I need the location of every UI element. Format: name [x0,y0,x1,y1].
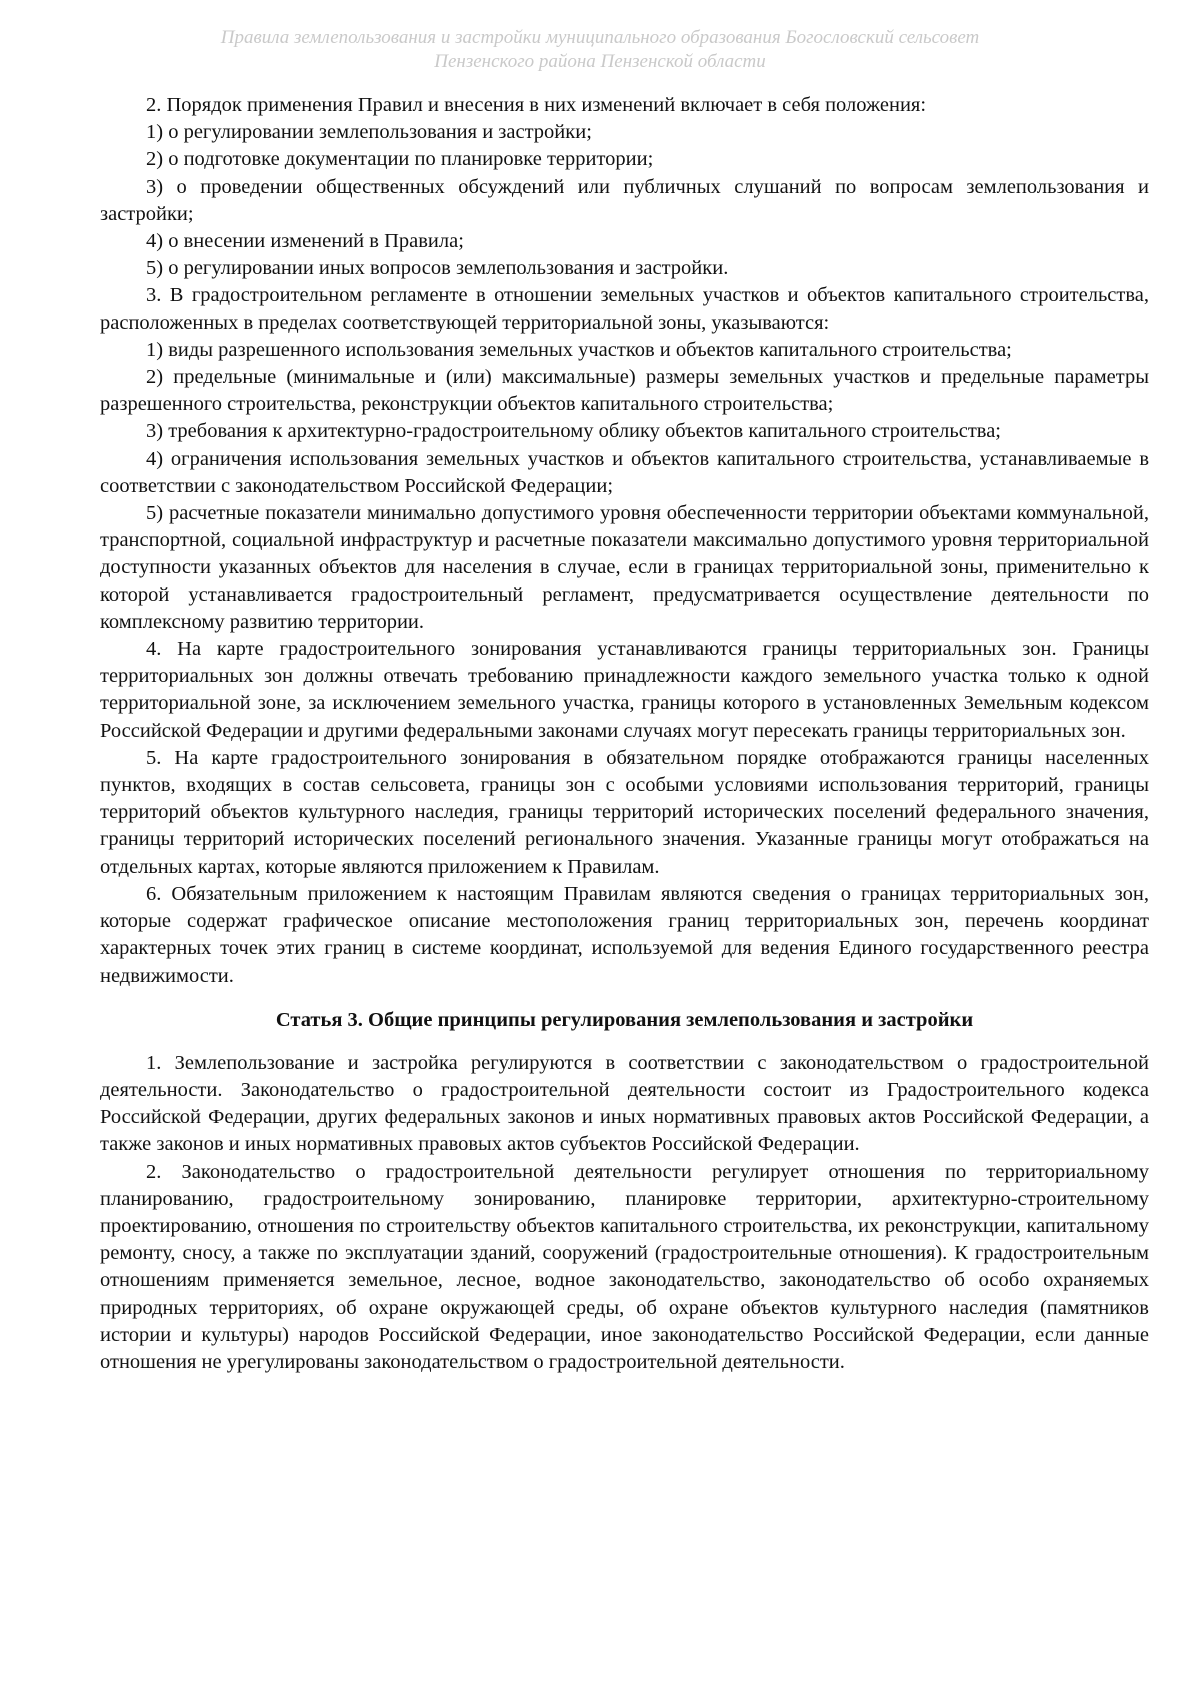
paragraph: 1) о регулировании землепользования и застройки; [146,121,592,144]
paragraph: 5) о регулировании иных вопросов землепользования и застройки. [146,257,729,280]
paragraph: 2) предельные (минимальные и (или) максимальные) размеры земельных участков и предельные параметры разрешенного строительства, реконструкции объектов капитального строительства; [100,366,1149,416]
paragraph: 4. На карте градостроительного зонирования устанавливаются границы территориальных зон. Границы территориальных зон должны отвечать требованию принадлежности каждого земельного участка только к одной территориальной зоне, за исключением земельного участка, границы которого в установленных Земельным кодексом Российской Федерации и другими федеральными законами случаях могут пересекать границы территориальных зон. [100,638,1149,742]
paragraph: 5. На карте градостроительного зонирования в обязательном порядке отображаются границы населенных пунктов, входящих в состав сельсовета, границы зон с особыми условиями использования территорий, границы территорий объектов культурного наследия, границы территорий исторических поселений федерального значения, границы территорий исторических поселений регионального значения. Указанные границы могут отображаться на отдельных картах, которые являются приложением к Правилам. [100,746,1149,878]
paragraph: 1. Землепользование и застройка регулируются в соответствии с законодательством о градостроительной деятельности. Законодательство о градостроительной деятельности состоит из Градостроительного кодекса Российской Федерации, других федеральных законов и иных нормативных правовых актов Российской Федерации, а также законов и иных нормативных правовых актов субъектов Российской Федерации. [100,1051,1149,1156]
paragraph: 2) о подготовке документации по планировке территории; [146,148,654,171]
paragraph: 6. Обязательным приложением к настоящим Правилам являются сведения о границах территориальных зон, которые содержат графическое описание местоположения границ территориальных зон, перечень координат характерных точек этих границ в системе координат, используемой для ведения Единого государственного реестра недвижимости. [100,882,1149,987]
paragraph: 4) ограничения использования земельных участков и объектов капитального строительства, устанавливаемые в соответствии с законодательством Российской Федерации; [100,447,1149,497]
running-header [100,26,1100,74]
paragraph: 1) виды разрешенного использования земельных участков и объектов капитального строительства; [146,338,1012,361]
article-heading: Статья 3. Общие принципы регулирования землепользования и застройки [275,1008,974,1031]
paragraph: 2. Законодательство о градостроительной деятельности регулирует отношения по территориальному планированию, градостроительному зонированию, планировке территории, архитектурно-строительному проектированию, отношения по строительству объектов капитального строительства, их реконструкции, капитальному ремонту, сносу, а также по эксплуатации зданий, сооружений (градостроительные отношения). К градостроительным отношениям применяется земельное, лесное, водное законодательство, законодательство об особо охраняемых природных территориях, об охране окружающей среды, об охране объектов культурного наследия (памятников истории и культуры) народов Российской Федерации, иное законодательство Российской Федерации, если данные отношения не урегулированы законодательством о градостроительной деятельности. [100,1160,1149,1373]
header-line-1: Правила землепользования и застройки муниципального образования Богословский сельсовет [220,27,980,48]
paragraph: 3. В градостроительном регламенте в отношении земельных участков и объектов капитального строительства, расположенных в пределах соответствующей территориальной зоны, указываются: [100,284,1149,334]
paragraph: 2. Порядок применения Правил и внесения в них изменений включает в себя положения: [146,94,927,116]
paragraph: 5) расчетные показатели минимально допустимого уровня обеспеченности территории объектами коммунальной, транспортной, социальной инфраструктур и расчетные показатели максимально допустимого уровня территориальной доступности указанных объектов для населения в случае, если в границах территориальной зоны, применительно к которой устанавливается градостроительный регламент, предусматривается осуществление деятельности по комплексному развитию территории. [100,502,1149,633]
paragraph: 3) о проведении общественных обсуждений или публичных слушаний по вопросам землепользования и застройки; [100,175,1149,225]
document-body [100,92,1149,1376]
paragraph: 4) о внесении изменений в Правила; [146,230,464,253]
paragraph: 3) требования к архитектурно-градостроительному облику объектов капитального строительства; [146,420,1001,443]
header-line-2: Пензенского района Пензенской области [434,51,766,72]
